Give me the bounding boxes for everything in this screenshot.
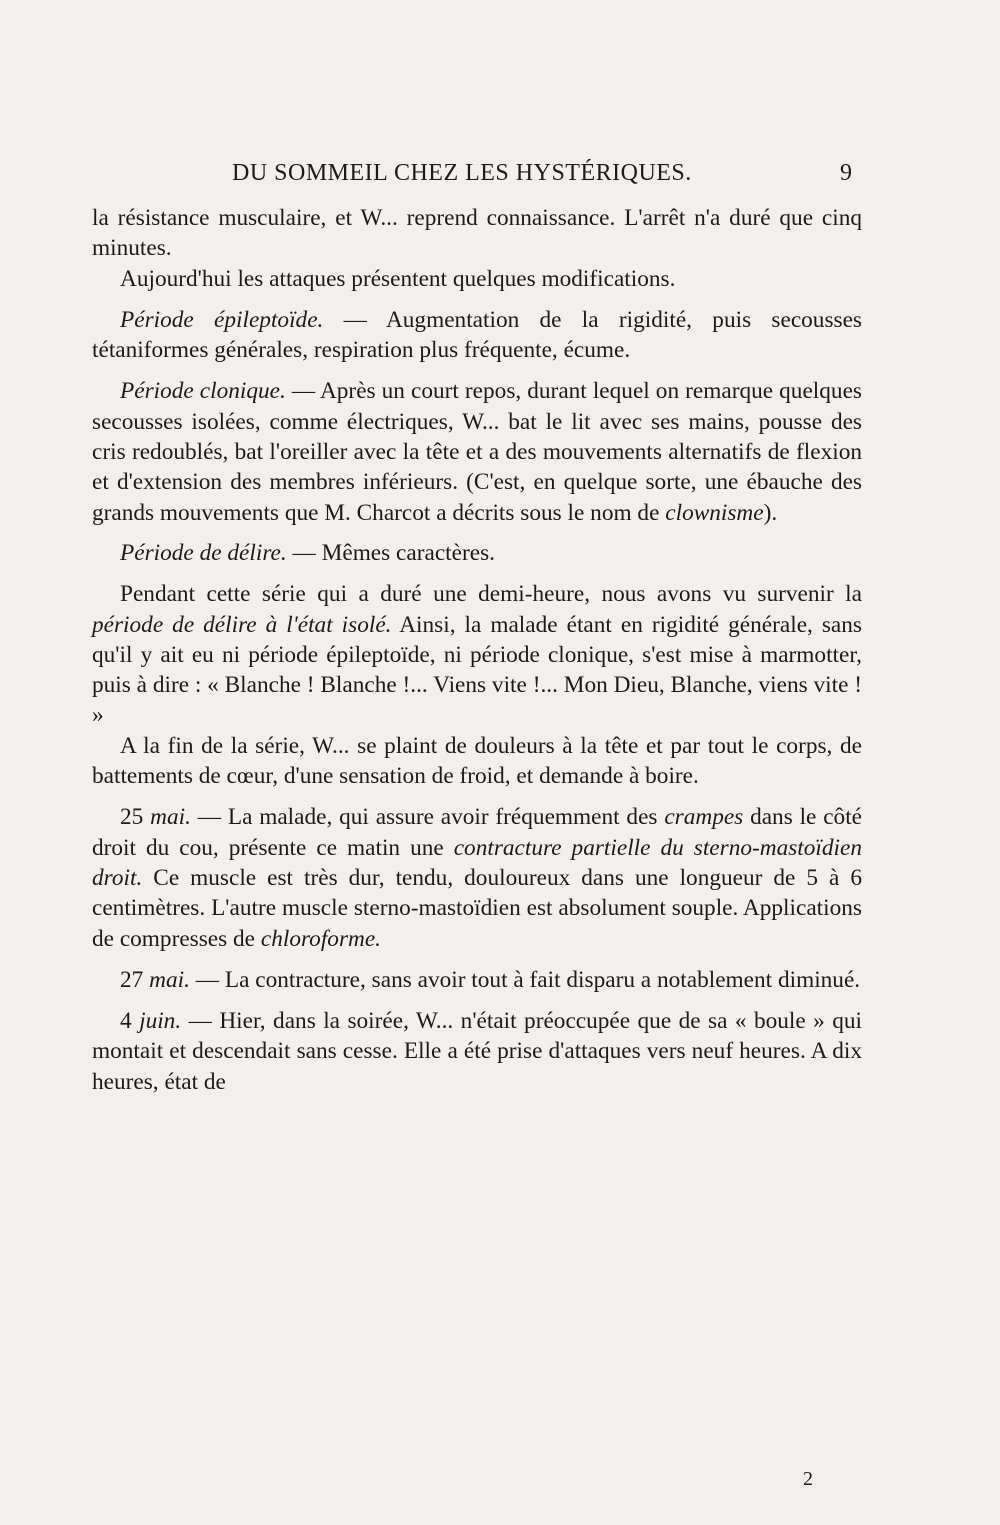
entry-month: mai. <box>149 966 190 993</box>
running-title: DU SOMMEIL CHEZ LES HYSTÉRIQUES. <box>232 160 692 186</box>
entry-month: mai. <box>150 804 191 831</box>
paragraph-text: — Après un court repos, durant lequel on remarque quelques secousses isolées, comme électriques, W... bat le lit avec ses mains, pousse des cris redoublés, bat l'oreiller avec la tête et a des mouvements alternatifs de flexion et d'extension des membres inférieurs. (C'est, en quelque sorte, une ébauche des grands mouvements que M. Charcot a décrits sous le nom de <box>92 378 862 526</box>
paragraph-delirium <box>92 538 862 568</box>
entry-date: 27 <box>120 966 150 993</box>
paragraph-text: la résistance musculaire, et W... reprend connaissance. L'arrêt n'a duré que cinq minutes. <box>92 205 862 262</box>
emphasis-text: période de délire à l'état isolé. <box>92 611 392 638</box>
paragraph-text: Ce muscle est très dur, tendu, douloureux dans une longueur de 5 à 6 centimètres. L'autre muscle sterno-mastoïdien est absolument souple. Applications de compresses de <box>92 864 862 952</box>
emphasis-text: chloroforme. <box>260 925 381 952</box>
paragraph-end-series <box>92 731 862 792</box>
emphasis-text: crampes <box>664 804 744 831</box>
paragraph-text: Ainsi, la malade étant en rigidité générale, sans qu'il y ait eu ni période épileptoïde, ni période clonique, s'est mise à marmotter, puis à dire : « Blanche ! Blanche !... Viens vite !... Mon Dieu, Blanche, viens vite ! » <box>92 611 863 729</box>
paragraph-clonic <box>92 376 862 527</box>
paragraph-text: — Mêmes caractères. <box>286 539 495 566</box>
paragraph-text: dans le côté droit du cou, présente ce matin une <box>92 804 863 861</box>
paragraph-attacks-intro <box>92 264 862 294</box>
paragraph-may-25 <box>92 802 862 953</box>
paragraph-epileptoid <box>92 305 862 366</box>
period-label: Période épileptoïde. <box>120 306 324 333</box>
paragraph-text: — Hier, dans la soirée, W... n'était préoccupée que de sa « boule » qui montait et descendait sans cesse. Elle a été prise d'attaques vers neuf heures. A dix heures, état de <box>92 1008 862 1095</box>
signature-mark: 2 <box>803 1468 813 1490</box>
paragraph-june-4 <box>92 1006 862 1097</box>
emphasis-text: contracture partielle du sterno-mastoïdien droit. <box>92 834 863 891</box>
entry-date: 25 <box>120 804 151 831</box>
paragraph-text: — La contracture, sans avoir tout à fait disparu a notablement diminué. <box>189 966 861 993</box>
paragraph-text: A la fin de la série, W... se plaint de douleurs à la tête et par tout le corps, de battements de cœur, d'une sensation de froid, et demande à boire. <box>92 732 862 790</box>
period-label: Période clonique. <box>120 378 286 405</box>
body-text <box>92 203 862 1108</box>
page-number: 9 <box>840 160 853 186</box>
paragraph-text: — La malade, qui assure avoir fréquemment des <box>190 804 665 831</box>
paragraph-text: — Augmentation de la rigidité, puis secousses tétaniformes générales, respiration plus fréquente, écume. <box>92 306 862 364</box>
entry-month: juin. <box>139 1008 182 1035</box>
paragraph-text: Pendant cette série qui a duré une demi-heure, nous avons vu survenir la <box>120 581 862 608</box>
paragraph-series <box>92 579 862 730</box>
emphasis-text: clownisme <box>665 499 764 526</box>
entry-date: 4 <box>120 1008 140 1035</box>
period-label: Période de délire. <box>120 539 287 566</box>
paragraph-continuation <box>92 203 862 264</box>
paragraph-may-27 <box>92 965 862 995</box>
paragraph-text: ). <box>763 499 778 526</box>
paragraph-text: Aujourd'hui les attaques présentent quelques modifications. <box>120 265 676 292</box>
